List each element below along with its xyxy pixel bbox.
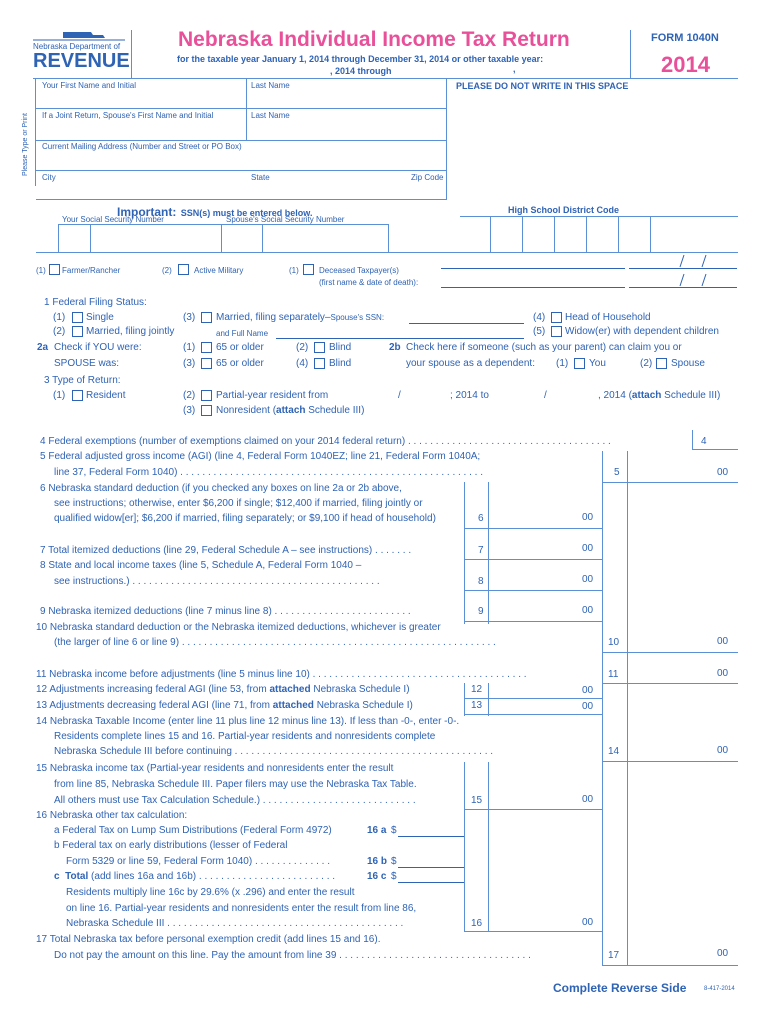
outer-rule-5: [602, 482, 738, 483]
form-code: 8-417-2014: [704, 986, 735, 992]
you-65-checkbox[interactable]: [201, 342, 212, 353]
name-col-divider-2: [246, 108, 247, 140]
hoh-number: (4): [533, 312, 546, 323]
row-rule-4: [36, 199, 447, 200]
line-16c-dollar: $: [391, 871, 397, 882]
partial-year-slash-1: /: [398, 390, 401, 401]
line-4-box-left: [692, 430, 693, 450]
taxable-year-comma: ,: [513, 64, 516, 74]
line-2b-text-2: your spouse as a dependent:: [406, 358, 535, 369]
hs-top-rule: [460, 216, 738, 217]
mfs-dash: –: [324, 312, 331, 323]
partial-year-checkbox[interactable]: [201, 390, 212, 401]
mfs-spouse-ssn-line[interactable]: [409, 323, 524, 324]
inner-rule-7: [464, 559, 602, 560]
nonresident-checkbox[interactable]: [201, 405, 212, 416]
line-8-number: 8: [478, 576, 484, 587]
no-write-label: PLEASE DO NOT WRITE IN THIS SPACE: [456, 81, 629, 91]
hs-sep-1: [490, 216, 491, 252]
partial-year-slash-2: /: [544, 390, 547, 401]
line-5-text-1: 5 Federal adjusted gross income (AGI) (line 4, Federal Form 1040EZ; line 21, Federal Form 1040A;: [40, 451, 481, 462]
line-13-text: [36, 700, 413, 711]
inner-col-left-b: [464, 683, 465, 716]
line-2b-number: 2b: [389, 342, 401, 353]
state-label: State: [251, 173, 270, 182]
line-15-number: 15: [471, 795, 483, 806]
dep-you-checkbox[interactable]: [574, 358, 585, 369]
line-16b-text-2: Form 5329 or line 59, Federal Form 1040) . . . . . . . . . . . . . .: [66, 856, 330, 867]
side-label-text: Please Type or Print: [22, 113, 29, 176]
line-10-cents: 00: [717, 636, 729, 647]
dep-spouse-checkbox[interactable]: [656, 358, 667, 369]
spouse-65-number: (3): [183, 358, 196, 369]
line-17-text-1: 17 Total Nebraska tax before personal exemption credit (add lines 15 and 16).: [36, 934, 381, 945]
outer-rule-14: [602, 761, 738, 762]
line-14-text-2: Residents complete lines 15 and 16. Partial-year residents and nonresidents complete: [54, 731, 436, 742]
outer-rule-10: [602, 652, 738, 653]
check-you-label: Check if YOU were:: [54, 342, 142, 353]
line-6-text-3: qualified widow[er]; $6,200 if married, filing separately; or $9,100 if head of household): [54, 513, 436, 524]
spouse-blind-label: Blind: [329, 358, 352, 369]
farmer-checkbox[interactable]: [49, 264, 60, 275]
widow-label: Widow(er) with dependent children: [565, 326, 719, 337]
line-2b-text: Check here if someone (such as your parent) can claim you or: [406, 342, 682, 353]
line-16b-input[interactable]: [398, 867, 464, 868]
line-17-cents: 00: [717, 948, 729, 959]
line-10-number: 10: [608, 637, 620, 648]
widow-checkbox[interactable]: [551, 326, 562, 337]
ssn-bottom-rule: [36, 252, 738, 253]
line-15-text-3: All others must use Tax Calculation Schedule.) . . . . . . . . . . . . . . . . . . . . . . . . . . . .: [54, 795, 416, 806]
date-slash-icons: [670, 253, 714, 293]
line-15-text-2: from line 85, Nebraska Schedule III. Paper filers may use the Nebraska Tax Table.: [54, 779, 417, 790]
line-8-text-1: 8 State and local income taxes (line 5, Schedule A, Federal Form 1040 –: [40, 560, 362, 571]
line-11-cents: 00: [717, 668, 729, 679]
line-14-cents: 00: [717, 745, 729, 756]
dep-you-number: (1): [556, 358, 569, 369]
hs-code-input[interactable]: [492, 218, 648, 250]
military-number: (2): [162, 266, 172, 275]
spouse-blind-checkbox[interactable]: [314, 358, 325, 369]
outer-col-num-right: [627, 451, 628, 966]
your-ssn-label: Your Social Security Number: [62, 215, 164, 224]
inner-rule-8: [464, 590, 602, 591]
line-16b-number: 16 b: [367, 856, 388, 867]
line-1-label: 1 Federal Filing Status:: [44, 297, 147, 308]
line-16-number: 16: [471, 918, 483, 929]
line-6-text-1: 6 Nebraska standard deduction (if you checked any boxes on line 2a or 2b above,: [40, 483, 402, 494]
hoh-label: Head of Household: [565, 312, 651, 323]
header-rule: [33, 78, 738, 79]
line-6-cents: 00: [582, 512, 594, 523]
name-block-right-rule: [446, 78, 447, 200]
mfs-checkbox[interactable]: [201, 312, 212, 323]
mfs-number: (3): [183, 312, 196, 323]
you-blind-label: Blind: [329, 342, 352, 353]
agency-main-label: REVENUE: [33, 50, 130, 72]
line-16c-number: 16 c: [367, 871, 387, 882]
line-10-text-2: (the larger of line 6 or line 9) . . . . . . . . . . . . . . . . . . . . . . . . . . . . . . . . . . . . . . . . . . . . . . . . . . . . . . . . .: [54, 637, 496, 648]
line-17-number: 17: [608, 950, 620, 961]
complete-reverse-label: Complete Reverse Side: [553, 981, 687, 995]
inner-col-num-right: [488, 482, 489, 624]
row-rule-3: [36, 170, 446, 171]
ssn-sep-2: [90, 224, 91, 252]
ssn-sep-3: [221, 224, 222, 252]
side-label: [22, 113, 29, 176]
inner-col-left: [464, 482, 465, 624]
address-label: Current Mailing Address (Number and Street or PO Box): [42, 142, 242, 151]
line-12-cents: 00: [582, 685, 594, 696]
line-16c-text: [54, 871, 335, 882]
deceased-number: (1): [289, 266, 299, 275]
line-16c-input[interactable]: [398, 882, 464, 883]
line-16b-dollar: $: [391, 856, 397, 867]
inner-rule-13: [464, 714, 602, 715]
single-number: (1): [53, 312, 66, 323]
inner-col-num-right-c: [488, 762, 489, 932]
partial-year-end: [598, 390, 720, 401]
ssn-important-text: SSN(s) must be entered below.: [180, 208, 313, 218]
line-7-number: 7: [478, 545, 484, 556]
spouse-was-label: SPOUSE was:: [54, 358, 120, 369]
line-15-cents: 00: [582, 794, 594, 805]
spouse-last-name-label: Last Name: [251, 111, 290, 120]
inner-col-num-right-b: [488, 683, 489, 716]
partial-year-sched: Schedule III): [661, 390, 721, 401]
spouse-blind-number: (4): [296, 358, 309, 369]
line-16a-input[interactable]: [398, 836, 464, 837]
inner-rule-16: [464, 931, 602, 932]
partial-year-to: ; 2014 to: [450, 390, 489, 401]
form-name: FORM 1040N: [651, 32, 719, 44]
mfj-number: (2): [53, 326, 66, 337]
line-16-cents: 00: [582, 917, 594, 928]
line-5-text-2: line 37, Federal Form 1040) . . . . . . . . . . . . . . . . . . . . . . . . . . . . . . . . . . . . . . . . . . . . . . . . . . . . . . .: [54, 467, 484, 478]
deceased-name-line-1[interactable]: [441, 268, 625, 269]
first-name-label: Your First Name and Initial: [42, 81, 136, 90]
deceased-sub-label: (first name & date of death):: [319, 278, 419, 287]
mfs-text: Married, filing separately: [216, 312, 325, 323]
line-16-input[interactable]: [490, 811, 600, 929]
deceased-checkbox[interactable]: [303, 264, 314, 275]
line-11-text: 11 Nebraska income before adjustments (line 5 minus line 10) . . . . . . . . . . . . . . . . . . . . . . . . . . . . . . . . . . . . . . .: [36, 669, 527, 680]
line-9-text: 9 Nebraska itemized deductions (line 7 minus line 8) . . . . . . . . . . . . . . . . . . . . . . . . .: [40, 606, 411, 617]
you-blind-number: (2): [296, 342, 309, 353]
line-13-text-a: 13 Adjustments decreasing federal AGI (line 71, from: [36, 700, 273, 711]
page-title: Nebraska Individual Income Tax Return: [178, 28, 570, 51]
deceased-name-line-2[interactable]: [441, 287, 625, 288]
farmer-label: Farmer/Rancher: [62, 266, 121, 275]
single-label: Single: [86, 312, 114, 323]
mfj-label: Married, filing jointly: [86, 326, 175, 337]
line-9-cents: 00: [582, 605, 594, 616]
nonresident-attach: attach: [276, 405, 306, 416]
dep-spouse-label: Spouse: [671, 358, 705, 369]
outer-rule-17: [602, 965, 738, 966]
line-17-text-2: Do not pay the amount on this line. Pay the amount from line 39 . . . . . . . . . . . . . . . . . . . . . . . . . . . . . . . . . . .: [54, 950, 531, 961]
line-16c-rest: (add lines 16a and 16b) . . . . . . . . . . . . . . . . . . . . . . . . .: [88, 871, 336, 882]
inner-rule-12: [464, 698, 602, 699]
mfj-checkbox[interactable]: [72, 326, 83, 337]
you-65-label: 65 or older: [216, 342, 264, 353]
line-12-text: [36, 684, 410, 695]
city-label: City: [42, 173, 56, 182]
line-4-box-bottom: [692, 449, 738, 450]
line-16b-text-1: b Federal tax on early distributions (lesser of Federal: [54, 840, 288, 851]
mfs-label: [216, 312, 384, 323]
outer-col-left: [602, 451, 603, 966]
line-16-text: 16 Nebraska other tax calculation:: [36, 810, 188, 821]
line-16a-dollar: $: [391, 825, 397, 836]
partial-year-attach: attach: [631, 390, 662, 401]
line-16-text-d: Residents multiply line 16c by 29.6% (x .296) and enter the result: [66, 887, 355, 898]
resident-label: Resident: [86, 390, 126, 401]
line-6-text-2: see instructions; otherwise, enter $6,200 if single; $12,400 if married, filing jointly or: [54, 498, 423, 509]
line-8-cents: 00: [582, 574, 594, 585]
ssn-sep-1: [58, 224, 59, 252]
line-2a-number: 2a: [37, 342, 49, 353]
your-ssn-input[interactable]: [92, 226, 218, 250]
military-label: Active Military: [194, 266, 244, 275]
taxable-year-line-2: , 2014 through: [330, 66, 392, 76]
inner-rule-15: [464, 809, 602, 810]
line-16a-number: 16 a: [367, 825, 387, 836]
line-12-number: 12: [471, 684, 483, 695]
taxable-year-line-1: for the taxable year January 1, 2014 through December 31, 2014 or other taxable year:: [177, 54, 544, 64]
partial-year-label: Partial-year resident from: [216, 390, 329, 401]
ssn-sep-5: [388, 224, 389, 252]
nonresident-number: (3): [183, 405, 196, 416]
line-3-label: 3 Type of Return:: [44, 375, 121, 386]
spouse-ssn-input[interactable]: [264, 226, 386, 250]
resident-checkbox[interactable]: [72, 390, 83, 401]
single-checkbox[interactable]: [72, 312, 83, 323]
line-7-text: 7 Total itemized deductions (line 29, Federal Schedule A – see instructions) . . . . . . .: [40, 545, 412, 556]
spouse-65-label: 65 or older: [216, 358, 264, 369]
deceased-label: Deceased Taxpayer(s): [319, 266, 399, 275]
dep-spouse-number: (2): [640, 358, 653, 369]
ssn-important-label: Important:: [117, 205, 177, 219]
dep-you-label: You: [589, 358, 606, 369]
line-12-text-b: Nebraska Schedule I): [310, 684, 410, 695]
line-7-cents: 00: [582, 543, 594, 554]
spouse-65-checkbox[interactable]: [201, 358, 212, 369]
mfs-spouse-name-line[interactable]: [276, 338, 524, 339]
hoh-checkbox[interactable]: [551, 312, 562, 323]
military-checkbox[interactable]: [178, 264, 189, 275]
line-15-text-1: 15 Nebraska income tax (Partial-year residents and nonresidents enter the result: [36, 763, 394, 774]
spouse-ssn-label: Spouse's Social Security Number: [226, 215, 345, 224]
nebraska-state-icon: [33, 28, 125, 42]
agency-logo: [33, 28, 130, 76]
outer-rule-11: [602, 683, 738, 684]
agency-top-label: Nebraska Department of: [33, 42, 121, 51]
line-6-number: 6: [478, 513, 484, 524]
last-name-label: Last Name: [251, 81, 290, 90]
line-12-attach: attached: [269, 684, 311, 695]
line-14-number: 14: [608, 746, 620, 757]
ssn-top-rule: [58, 224, 388, 225]
inner-rule-9: [464, 621, 602, 622]
line-14-text-3: Nebraska Schedule III before continuing . . . . . . . . . . . . . . . . . . . . . . . . . . . . . . . . . . . . . . . . . . . . . . .: [54, 746, 494, 757]
spouse-first-name-label: If a Joint Return, Spouse's First Name and Initial: [42, 111, 214, 120]
line-13-number: 13: [471, 700, 483, 711]
ssn-sep-4: [262, 224, 263, 252]
line-16c-total: Total: [65, 871, 89, 882]
line-4-number: 4: [701, 436, 707, 447]
widow-number: (5): [533, 326, 546, 337]
hs-sep-6: [650, 216, 651, 252]
hs-code-label: High School District Code: [508, 205, 620, 215]
inner-rule-6: [464, 528, 602, 529]
line-13-cents: 00: [582, 701, 594, 712]
line-16a-text: a Federal Tax on Lump Sum Distributions (Federal Form 4972): [54, 825, 332, 836]
spouse-ssn-label: Spouse's SSN:: [330, 313, 385, 322]
line-10-text-1: 10 Nebraska standard deduction or the Nebraska itemized deductions, whichever is greater: [36, 622, 441, 633]
nonresident-text: Nonresident (: [216, 405, 277, 416]
line-11-number: 11: [608, 669, 619, 680]
you-blind-checkbox[interactable]: [314, 342, 325, 353]
line-13-attach: attached: [272, 700, 314, 711]
line-12-text-a: 12 Adjustments increasing federal AGI (line 53, from: [36, 684, 270, 695]
full-name-label: and Full Name: [216, 329, 269, 338]
line-14-text-1: 14 Nebraska Taxable Income (enter line 11 plus line 12 minus line 13). If less than -0-, enter -0-.: [36, 716, 460, 727]
line-4-text: 4 Federal exemptions (number of exemptions claimed on your 2014 federal return) . . . . . . . . . . . . . . . . . . . . . . . . . . . . . . . . . . . . .: [40, 436, 611, 447]
row-rule-2: [36, 140, 446, 141]
form-box-divider: [630, 30, 631, 78]
nonresident-sched: Schedule III): [305, 405, 365, 416]
inner-col-left-c: [464, 762, 465, 932]
row-rule-1: [36, 108, 446, 109]
name-col-divider-1: [246, 78, 247, 108]
line-13-text-b: Nebraska Schedule I): [313, 700, 413, 711]
line-8-text-2: see instructions.) . . . . . . . . . . . . . . . . . . . . . . . . . . . . . . . . . . . . . . . . . . . . .: [54, 576, 380, 587]
line-5-number: 5: [614, 467, 620, 478]
line-5-cents: 00: [717, 467, 729, 478]
tax-year: 2014: [661, 52, 710, 77]
resident-number: (1): [53, 390, 66, 401]
line-9-number: 9: [478, 606, 484, 617]
zip-label: Zip Code: [411, 173, 444, 182]
line-16-text-f: Nebraska Schedule III . . . . . . . . . . . . . . . . . . . . . . . . . . . . . . . . . . . . . . . . . . .: [66, 918, 404, 929]
line-16c-letter: c: [54, 871, 60, 882]
partial-year-number: (2): [183, 390, 196, 401]
line-16-text-e: on line 16. Partial-year residents and nonresidents enter the result from line 86,: [66, 903, 417, 914]
you-65-number: (1): [183, 342, 196, 353]
nonresident-label: [216, 405, 364, 416]
header-divider: [131, 30, 132, 78]
partial-year-end-text: , 2014 (: [598, 390, 632, 401]
farmer-number: (1): [36, 266, 46, 275]
